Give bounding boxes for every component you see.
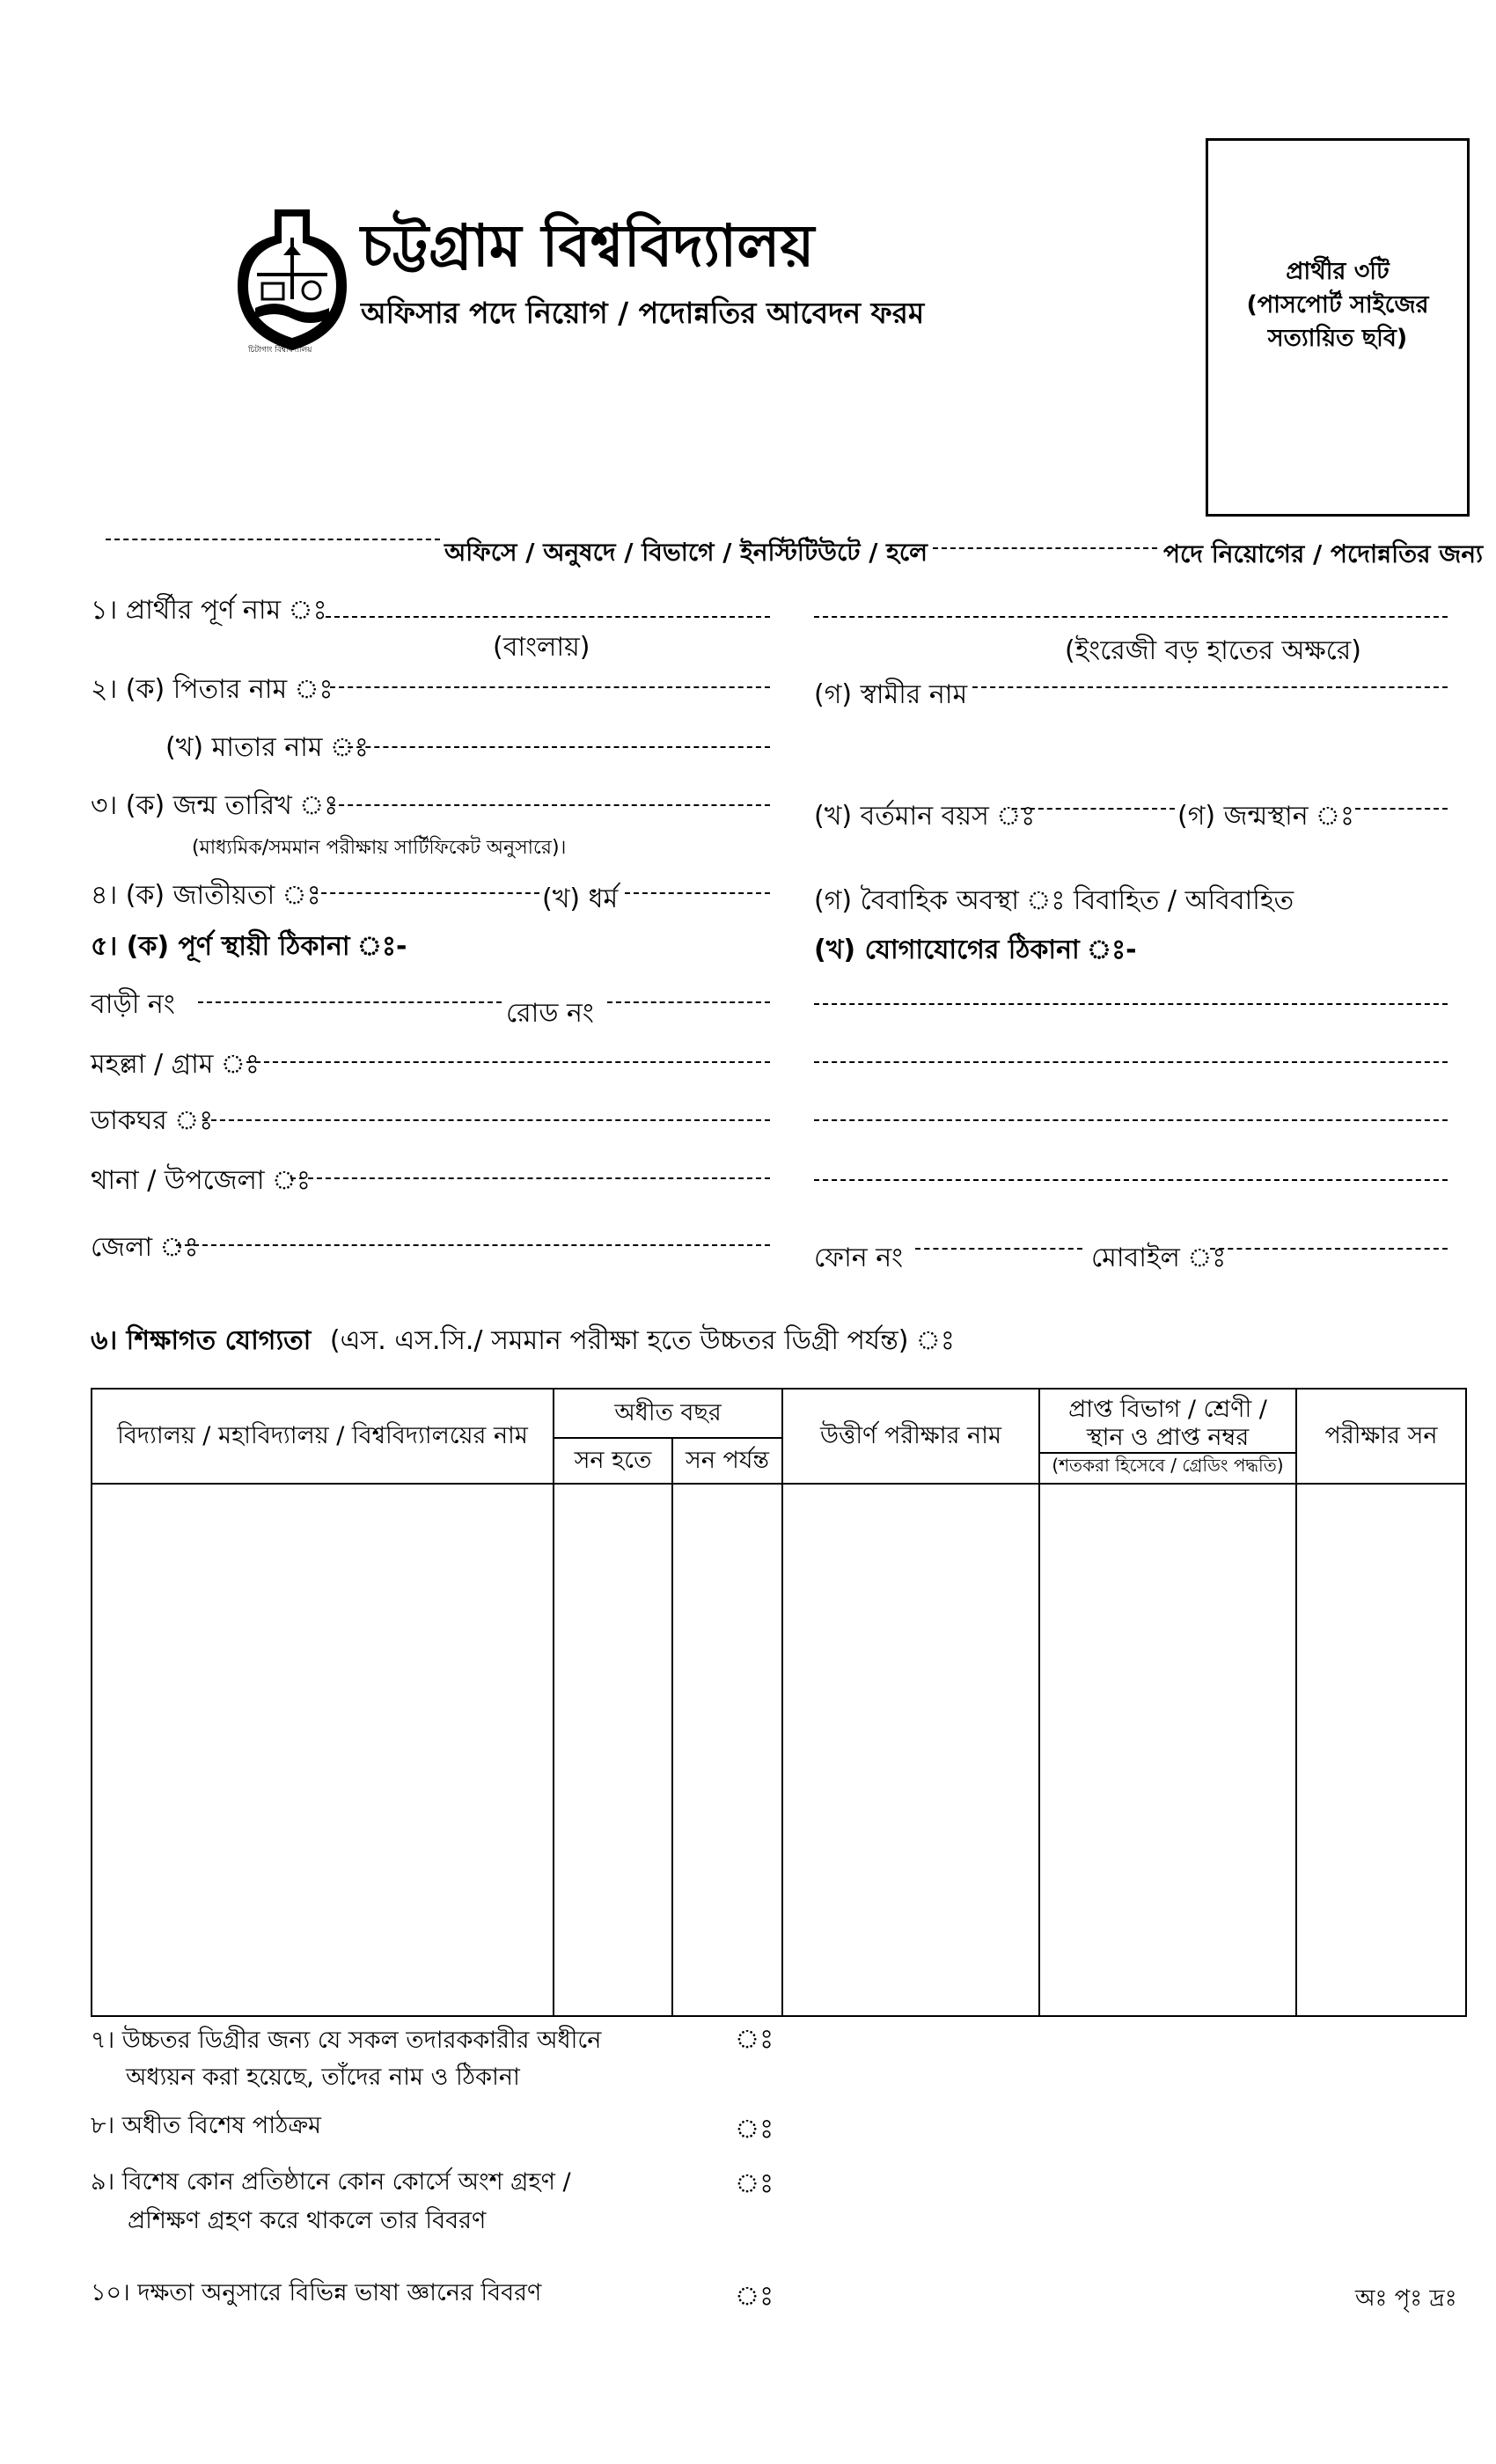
col-years: অধীত বছর — [554, 1389, 782, 1438]
q4-nationality-label: ৪। (ক) জাতীয়তা ঃ — [91, 880, 321, 911]
phone-field[interactable] — [915, 1248, 1082, 1250]
q10-colon: ঃ — [735, 2281, 774, 2312]
husband-name-field[interactable] — [972, 686, 1448, 688]
mobile-field[interactable] — [1210, 1248, 1448, 1250]
col-institution: বিদ্যালয় / মহাবিদ্যালয় / বিশ্ববিদ্যালয়ের নাম — [92, 1389, 554, 1484]
q7-colon: ঃ — [735, 2024, 774, 2055]
religion-field[interactable] — [625, 892, 770, 894]
col-division — [1039, 1389, 1296, 1484]
q10-label: ১০। দক্ষতা অনুসারে বিভিন্ন ভাষা জ্ঞানের বিবরণ — [91, 2279, 542, 2306]
col-division-line-1: প্রাপ্ত বিভাগ / শ্রেণী / — [1068, 1396, 1267, 1423]
photo-instruction — [1208, 255, 1467, 356]
contact-address-line-4[interactable] — [814, 1179, 1448, 1181]
col-exam: উত্তীর্ণ পরীক্ষার নাম — [782, 1389, 1039, 1484]
phone-label: ফোন নং — [814, 1243, 904, 1273]
village-field[interactable] — [246, 1061, 770, 1063]
col-division-note: (শতকরা হিসেবে / গ্রেডিং পদ্ধতি) — [1040, 1452, 1295, 1477]
q7-line-2: অধ্যয়ন করা হয়েছে, তাঁদের নাম ও ঠিকানা — [126, 2064, 520, 2091]
name-english-field[interactable] — [814, 616, 1448, 618]
q5-contact-label: (খ) যোগাযোগের ঠিকানা ঃ- — [814, 935, 1137, 965]
cell-division[interactable] — [1039, 1484, 1296, 2016]
q4-religion-label: (খ) ধর্ম — [542, 884, 619, 914]
page-turn-note: অঃ পৃঃ দ্রঃ — [1355, 2285, 1457, 2312]
form-subtitle: অফিসার পদে নিয়োগ / পদোন্নতির আবেদন ফরম — [361, 296, 925, 330]
education-heading — [91, 1325, 955, 1357]
mother-name-field[interactable] — [339, 746, 770, 748]
photo-box — [1206, 138, 1470, 517]
contact-address-line-3[interactable] — [814, 1119, 1448, 1121]
dob-field[interactable] — [330, 804, 770, 806]
education-heading-note: (এস. এস.সি./ সমমান পরীক্ষা হতে উচ্চতর ডিগ্রী পর্যন্ত) ঃ — [329, 1325, 955, 1356]
q7-label — [91, 2022, 601, 2096]
q3-birthplace-label: (গ) জন্মস্থান ঃ — [1177, 801, 1355, 832]
q9-colon: ঃ — [735, 2168, 774, 2199]
university-logo — [231, 202, 354, 356]
post-office-label: ডাকঘর ঃ — [91, 1105, 214, 1136]
thana-label: থানা / উপজেলা ঃ — [91, 1165, 311, 1196]
q9-line-2: প্রশিক্ষণ গ্রহণ করে থাকলে তার বিবরণ — [128, 2207, 487, 2234]
q1-name-label: ১। প্রার্থীর পূর্ণ নাম ঃ — [91, 595, 327, 626]
house-no-label: বাড়ী নং — [91, 989, 175, 1020]
photo-line-2: (পাসপোর্ট সাইজের — [1246, 291, 1429, 319]
photo-line-3: সত্যায়িত ছবি) — [1267, 325, 1408, 352]
road-no-field[interactable] — [607, 1001, 770, 1003]
col-division-line-2: স্থান ও প্রাপ্ত নম্বর — [1086, 1424, 1250, 1451]
q2-mother-label: (খ) মাতার নাম ঃ — [165, 732, 369, 763]
q4-marital-label: (গ) বৈবাহিক অবস্থা ঃ বিবাহিত / অবিবাহিত — [814, 885, 1294, 916]
road-no-label: রোড নং — [506, 998, 594, 1029]
nationality-field[interactable] — [312, 892, 539, 894]
q8-colon: ঃ — [735, 2114, 774, 2145]
mobile-label: মোবাইল ঃ — [1091, 1243, 1227, 1273]
contact-address-line-2[interactable] — [814, 1061, 1448, 1063]
age-field[interactable] — [1012, 808, 1175, 810]
office-label: অফিসে / অনুষদে / বিভাগে / ইনস্টিটিউটে / হলে — [444, 538, 928, 567]
cell-from[interactable] — [554, 1484, 672, 2016]
contact-address-line-1[interactable] — [814, 1003, 1448, 1005]
district-field[interactable] — [176, 1244, 770, 1246]
post-blank[interactable] — [933, 547, 1157, 549]
cell-to[interactable] — [672, 1484, 782, 2016]
district-label: জেলা ঃ — [91, 1232, 199, 1263]
education-table — [91, 1388, 1467, 2017]
col-from: সন হতে — [554, 1438, 672, 1484]
q1-english-note: (ইংরেজী বড় হাতের অক্ষরে) — [1065, 635, 1361, 666]
q8-label: ৮। অধীত বিশেষ পাঠক্রম — [91, 2112, 322, 2139]
house-no-field[interactable] — [198, 1001, 502, 1003]
village-label: মহল্লা / গ্রাম ঃ — [91, 1049, 260, 1080]
post-office-field[interactable] — [202, 1119, 770, 1121]
name-bangla-field[interactable] — [326, 616, 770, 618]
cell-exam-year[interactable] — [1296, 1484, 1466, 2016]
page-title: চট্টগ্রাম বিশ্ববিদ্যালয় — [361, 212, 815, 280]
q7-line-1: ৭। উচ্চতর ডিগ্রীর জন্য যে সকল তদারককারীর অধীনে — [91, 2027, 602, 2054]
q3-dob-label: ৩। (ক) জন্ম তারিখ ঃ — [91, 790, 339, 821]
q9-label — [91, 2163, 571, 2240]
post-label: পদে নিয়োগের / পদোন্নতির জন্য — [1163, 539, 1484, 568]
father-name-field[interactable] — [330, 686, 770, 688]
q5-permanent-label: ৫। (ক) পূর্ণ স্থায়ী ঠিকানা ঃ- — [91, 931, 407, 962]
q9-line-1: ৯। বিশেষ কোন প্রতিষ্ঠানে কোন কোর্সে অংশ গ্রহণ / — [91, 2168, 571, 2196]
university-emblem-icon — [231, 202, 354, 356]
q3-dob-note: (মাধ্যমিক/সমমান পরীক্ষায় সার্টিফিকেট অনুসারে)। — [192, 837, 567, 859]
q2-father-label: ২। (ক) পিতার নাম ঃ — [91, 674, 334, 705]
education-heading-title: ৬। শিক্ষাগত যোগ্যতা — [91, 1325, 312, 1356]
thana-field[interactable] — [290, 1177, 770, 1179]
logo-caption: চিটাগাং বিশ্ববিদ্যালয় — [248, 346, 312, 355]
photo-line-1: প্রার্থীর ৩টি — [1286, 258, 1390, 285]
q1-bangla-note: (বাংলায়) — [493, 632, 590, 663]
birthplace-field[interactable] — [1355, 808, 1448, 810]
cell-exam[interactable] — [782, 1484, 1039, 2016]
q2-husband-label: (গ) স্বামীর নাম — [814, 679, 968, 710]
q3-age-label: (খ) বর্তমান বয়স ঃ — [814, 801, 1036, 832]
col-exam-year: পরীক্ষার সন — [1296, 1389, 1466, 1484]
office-blank[interactable] — [106, 539, 440, 540]
cell-institution[interactable] — [92, 1484, 554, 2016]
col-to: সন পর্যন্ত — [672, 1438, 782, 1484]
